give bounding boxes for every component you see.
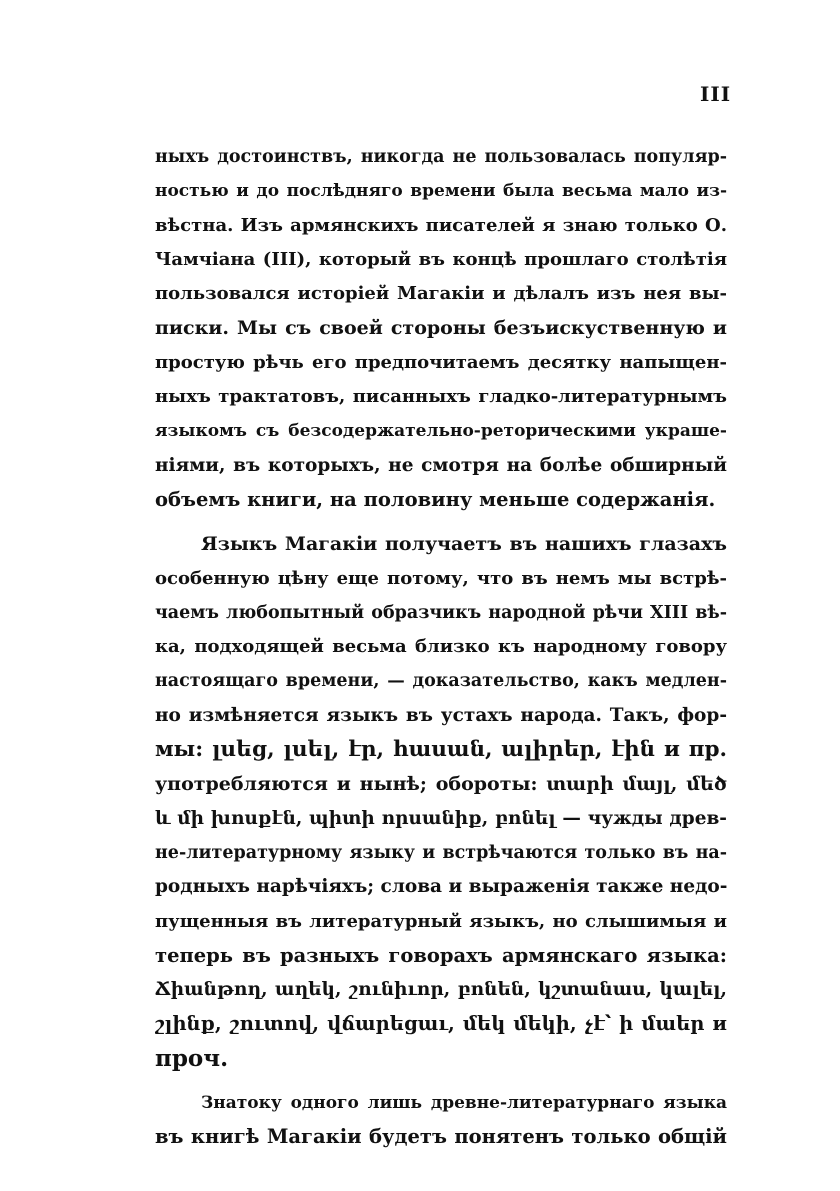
text-line: пользовался исторіей Магакіи и дѣлалъ изъ нея вы- [155,283,727,305]
text-line: ныхъ трактатовъ, писанныхъ гладко-литературнымъ [155,386,727,408]
text-line: проч. [155,1044,229,1072]
text-line: Знатоку одного лишь древне-литературнаго языка [201,1093,727,1114]
text-line: объемъ книги, на половину меньше содержанія. [155,487,716,511]
text-line: ныхъ достоинствъ, никогда не пользовалась популяр- [155,147,727,167]
paragraph-1 [155,140,727,517]
text-line: чаемъ любопытный образчикъ народной рѣчи XIII вѣ- [155,602,727,623]
text-line: ностью и до послѣдняго времени была весьма мало из- [155,181,727,202]
text-line: простую рѣчь его предпочитаемъ десятку напыщен- [155,351,727,373]
text-line: употребляются и нынѣ; обороты: տարի մայլ, մեծ [155,773,727,796]
text-line: родныхъ нарѣчіяхъ; слова и выраженія также недо- [155,876,727,898]
text-line: писки. Мы съ своей стороны безъискуственную и [155,317,727,340]
text-line: мы: լսեց, լսել, էր, հասան, ալիրեր, էին и пр. [155,737,727,763]
text-line: ка, подходящей весьма близко къ народному говору [155,636,727,658]
text-line: Чамчіана (III), который въ концѣ прошлаго столѣтія [155,248,727,270]
text-line: пущенныя въ литературный языкъ, но слышимыя и [155,910,727,932]
body-text [155,140,727,1155]
text-line: но измѣняется языкъ въ устахъ народа. Такъ, фор- [155,704,727,726]
paragraph-2 [155,527,727,1076]
text-line: теперь въ разныхъ говорахъ армянскаго языка: [155,943,727,967]
paragraph-3 [155,1086,727,1155]
text-line: Ճիանթող, աղեկ, շունիւոր, բոնեն, կշտանաս, կալել, [155,979,727,1001]
page-number: III [700,82,732,106]
text-line: языкомъ съ безсодержательно-реторическими украше- [155,421,727,442]
text-line: настоящаго времени, — доказательство, какъ медлен- [155,671,727,692]
text-line: вѣстна. Изъ армянскихъ писателей я знаю только О. [155,214,727,236]
text-line: և մի խոսքէն, պիտի որսանիք, բոնել — чужды древ- [155,807,727,829]
text-line: շլինք, շուտով, վճարեցաւ, մեկ մեկի, չէ՝ ի մաեր и [155,1012,727,1036]
text-line: особенную цѣну еще потому, что въ немъ мы встрѣ- [155,567,727,589]
text-line: въ книгѣ Магакіи будетъ понятенъ только общій [155,1125,727,1149]
text-line: не-литературному языку и встрѣчаются только въ на- [155,842,727,863]
text-line: Языкъ Магакіи получаетъ въ нашихъ глазахъ [201,533,727,556]
text-line: ніями, въ которыхъ, не смотря на болѣе обширный [155,454,727,476]
